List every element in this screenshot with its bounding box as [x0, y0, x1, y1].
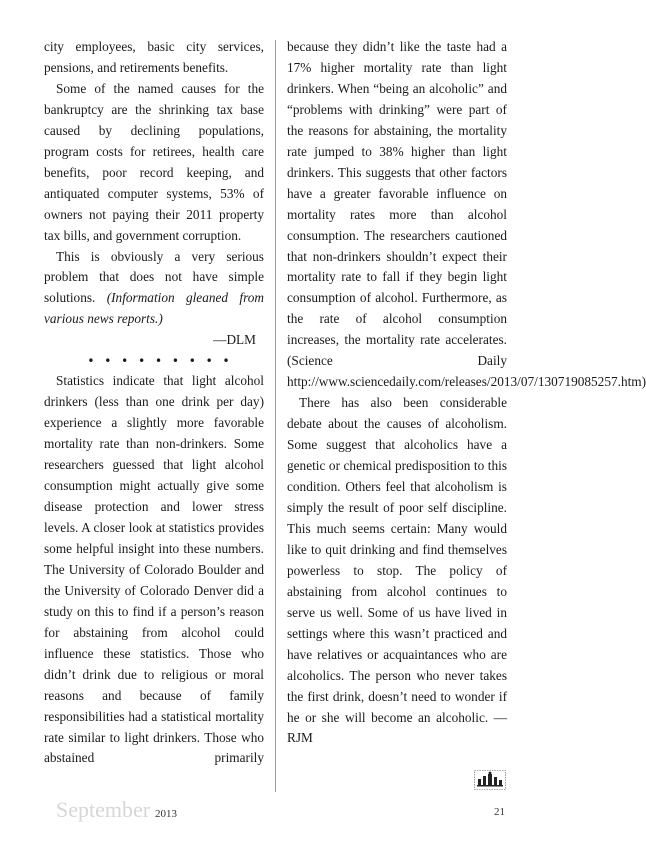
paragraph — [44, 247, 264, 331]
signature: —DLM — [213, 332, 256, 348]
section-separator: • • • • • • • • • — [87, 354, 233, 369]
page-number: 21 — [494, 806, 505, 818]
footer-month: September — [56, 797, 151, 822]
paragraph: There has also been considerable debate about the causes of alcoholism. Some suggest that alcoholics have a genetic or chemical predisposition to this condition. Others feel that alcoholism is simply the result of poor self discipline. This much seems certain: Many would like to quit drinking and find themselves powerless to stop. The policy of abstaining from alcohol continues to serve us well. Some of us have lived in settings where this wasn’t practiced and have relatives or acquaintances who are alcoholics. The person who never takes the first drink, doesn’t need to wonder if he or she will become an alcoholic. —RJM — [287, 395, 507, 746]
source-note: (Information gleaned from various news reports.) — [44, 290, 265, 327]
paragraph: because they didn’t like the taste had a 17% higher mortality rate than light drinkers. When “being an alcoholic” and “problems with drinking” were part of the reasons for abstaining, the mortality rate jumped to 38% higher than light drinkers. This suggests that other factors have a greater favorable influence on mortality rates more than alcohol consumption. The researchers cautioned that non-drinkers shouldn’t expect their mortality rate to fall if they begin light consumption of alcohol. Furthermore, as the rate of alcohol consumption increases, the mortality rate accelerates. (Science Daily http://www.sciencedaily.com/releases/2013/07/130719085257.htm) — [287, 39, 646, 390]
footer-year: 2013 — [155, 808, 177, 820]
paragraph-text: This is obviously a very serious problem that does not have simple solutions. — [44, 248, 264, 306]
paragraph: city employees, basic city services, pensions, and retirements benefits. — [44, 39, 264, 75]
paragraph: Some of the named causes for the bankruptcy are the shrinking tax base caused by declining populations, program costs for retirees, health care benefits, poor record keeping, and antiquated computer systems, 53% of owners not paying their 2011 property tax bills, and government corruption. — [44, 80, 264, 243]
column-divider — [275, 40, 276, 792]
paragraph: Statistics indicate that light alcohol drinkers (less than one drink per day) experience a slightly more favorable mortality rate than non-drinkers. Some researchers guessed that light alcohol consumption might actually give some disease protection and lower stress levels. A closer look at statistics provides some helpful insight into these numbers. The University of Colorado Boulder and the University of Colorado Denver did a study on this to find if a person’s reason for abstaining from alcohol could influence these statistics. Those who didn’t drink due to religious or moral reasons and because of family responsibilities had a statistical mortality rate similar to light drinkers. Those who abstained primarily — [44, 373, 264, 766]
end-mark-icon — [474, 770, 506, 790]
left-column — [44, 37, 264, 769]
right-column — [287, 37, 646, 749]
